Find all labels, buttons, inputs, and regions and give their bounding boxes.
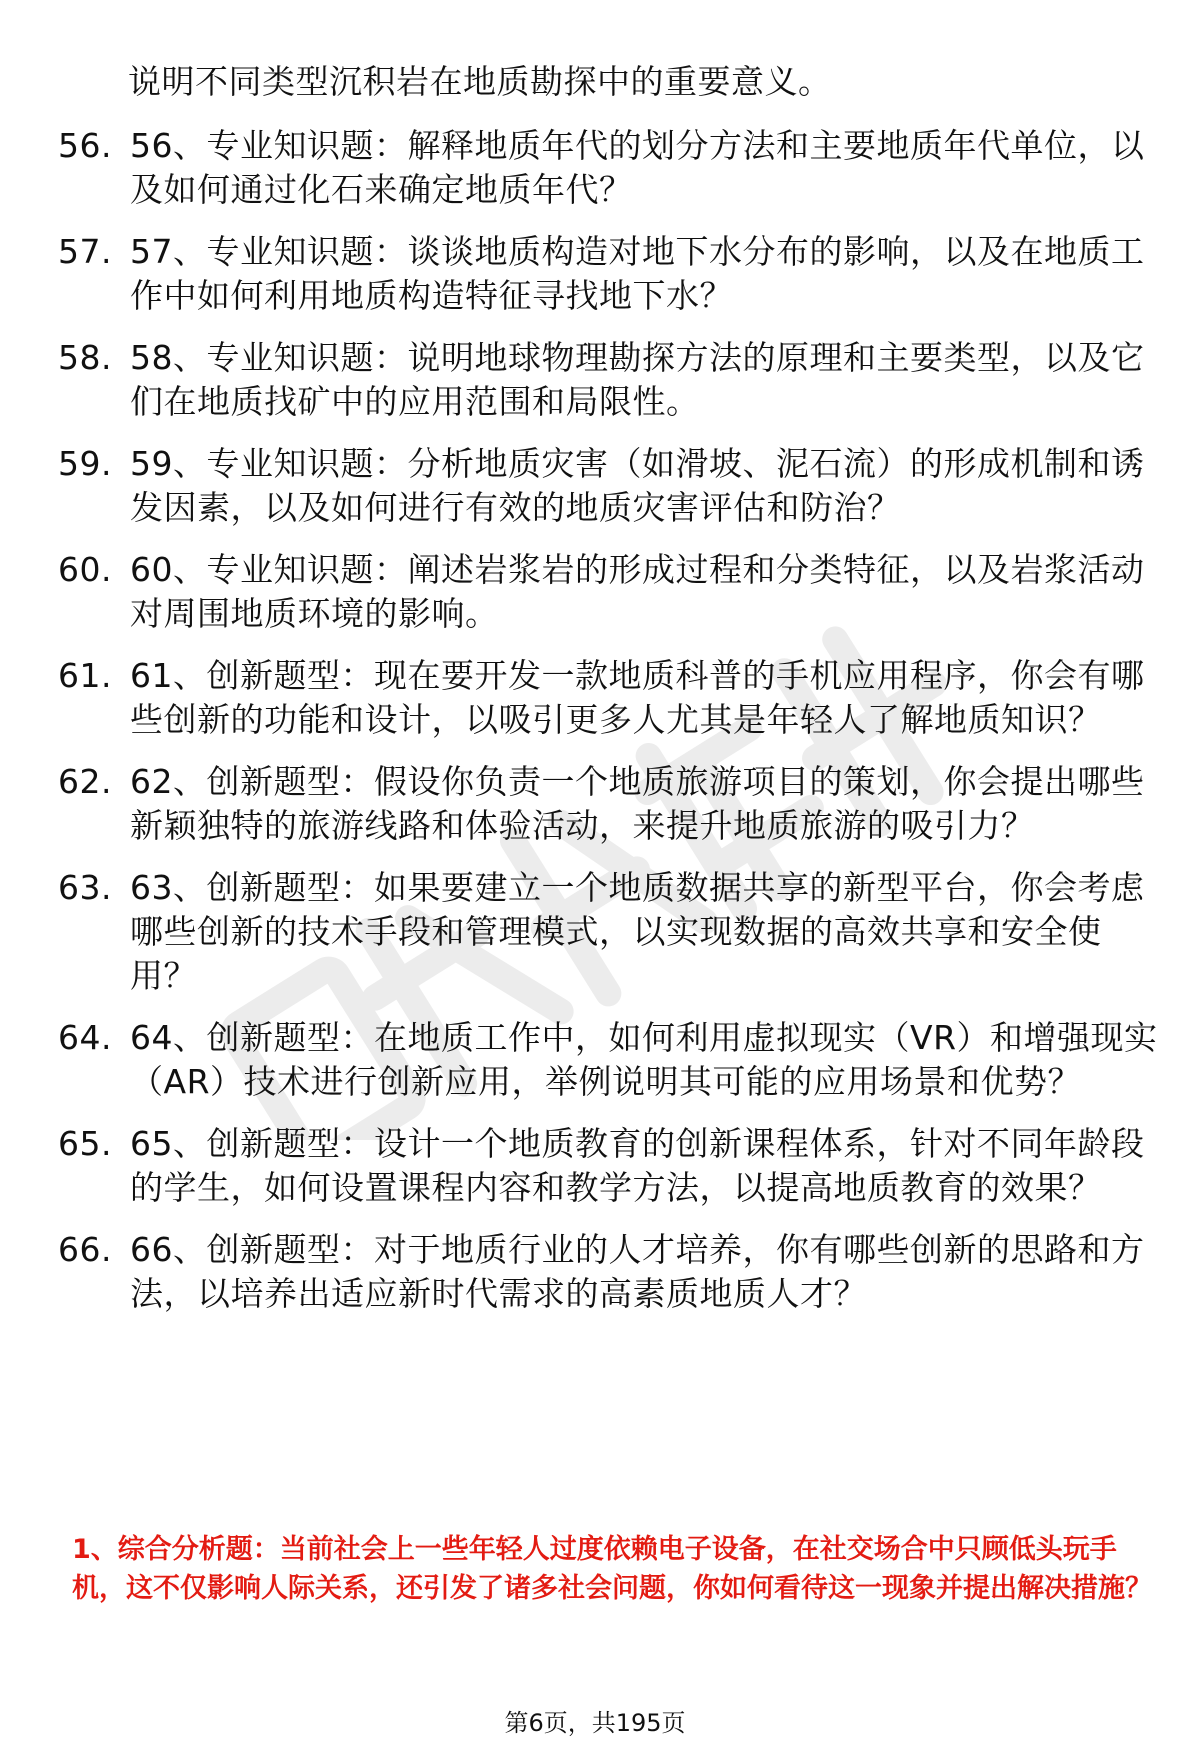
- highlight-question: 1、综合分析题：当前社会上一些年轻人过度依赖电子设备，在社交场合中只顾低头玩手机，这不仅影响人际关系，还引发了诸多社会问题，你如何看待这一现象并提出解决措施？: [72, 1534, 1152, 1604]
- question-text: 65、创新题型：设计一个地质教育的创新课程体系，针对不同年龄段的学生，如何设置课程内容和教学方法，以提高地质教育的效果？: [130, 1124, 1145, 1207]
- list-item: [58, 548, 1168, 636]
- question-text: 56、专业知识题：解释地质年代的划分方法和主要地质年代单位，以及如何通过化石来确定地质年代？: [130, 126, 1145, 209]
- list-item: [58, 336, 1168, 424]
- question-number: 66.: [58, 1230, 112, 1269]
- question-number: 59.: [58, 444, 112, 483]
- list-item: [58, 442, 1168, 530]
- question-number: 62.: [58, 762, 112, 801]
- question-list: [58, 124, 1168, 1334]
- question-number: 65.: [58, 1124, 112, 1163]
- question-number: 61.: [58, 656, 112, 695]
- question-number: 63.: [58, 868, 112, 907]
- question-number: 58.: [58, 338, 112, 377]
- question-text: 57、专业知识题：谈谈地质构造对地下水分布的影响，以及在地质工作中如何利用地质构造特征寻找地下水？: [130, 232, 1145, 315]
- question-text: 66、创新题型：对于地质行业的人才培养，你有哪些创新的思路和方法，以培养出适应新时代需求的高素质地质人才？: [130, 1230, 1145, 1313]
- list-item: [58, 1122, 1168, 1210]
- list-item: [58, 1228, 1168, 1316]
- list-item: [58, 654, 1168, 742]
- question-number: 64.: [58, 1018, 112, 1057]
- question-text: 61、创新题型：现在要开发一款地质科普的手机应用程序，你会有哪些创新的功能和设计，以吸引更多人尤其是年轻人了解地质知识？: [130, 656, 1145, 739]
- question-number: 57.: [58, 232, 112, 271]
- question-text: 58、专业知识题：说明地球物理勘探方法的原理和主要类型，以及它们在地质找矿中的应用范围和局限性。: [130, 338, 1145, 421]
- list-item: [58, 760, 1168, 848]
- question-text: 64、创新题型：在地质工作中，如何利用虚拟现实（VR）和增强现实（AR）技术进行创新应用，举例说明其可能的应用场景和优势？: [130, 1018, 1158, 1101]
- list-item: [58, 124, 1168, 212]
- question-number: 60.: [58, 550, 112, 589]
- list-item: [58, 230, 1168, 318]
- question-number: 56.: [58, 126, 112, 165]
- list-item: [58, 866, 1168, 998]
- question-text: 62、创新题型：假设你负责一个地质旅游项目的策划，你会提出哪些新颖独特的旅游线路和体验活动，来提升地质旅游的吸引力？: [130, 762, 1145, 845]
- question-text: 60、专业知识题：阐述岩浆岩的形成过程和分类特征，以及岩浆活动对周围地质环境的影响。: [130, 550, 1145, 633]
- question-text: 63、创新题型：如果要建立一个地质数据共享的新型平台，你会考虑哪些创新的技术手段和管理模式，以实现数据的高效共享和安全使用？: [130, 868, 1145, 995]
- question-text: 59、专业知识题：分析地质灾害（如滑坡、泥石流）的形成机制和诱发因素，以及如何进行有效的地质灾害评估和防治？: [130, 444, 1145, 527]
- continuation-line: 说明不同类型沉积岩在地质勘探中的重要意义。: [128, 62, 832, 101]
- list-item: [58, 1016, 1168, 1104]
- page-footer: 第6页，共195页: [504, 1709, 686, 1737]
